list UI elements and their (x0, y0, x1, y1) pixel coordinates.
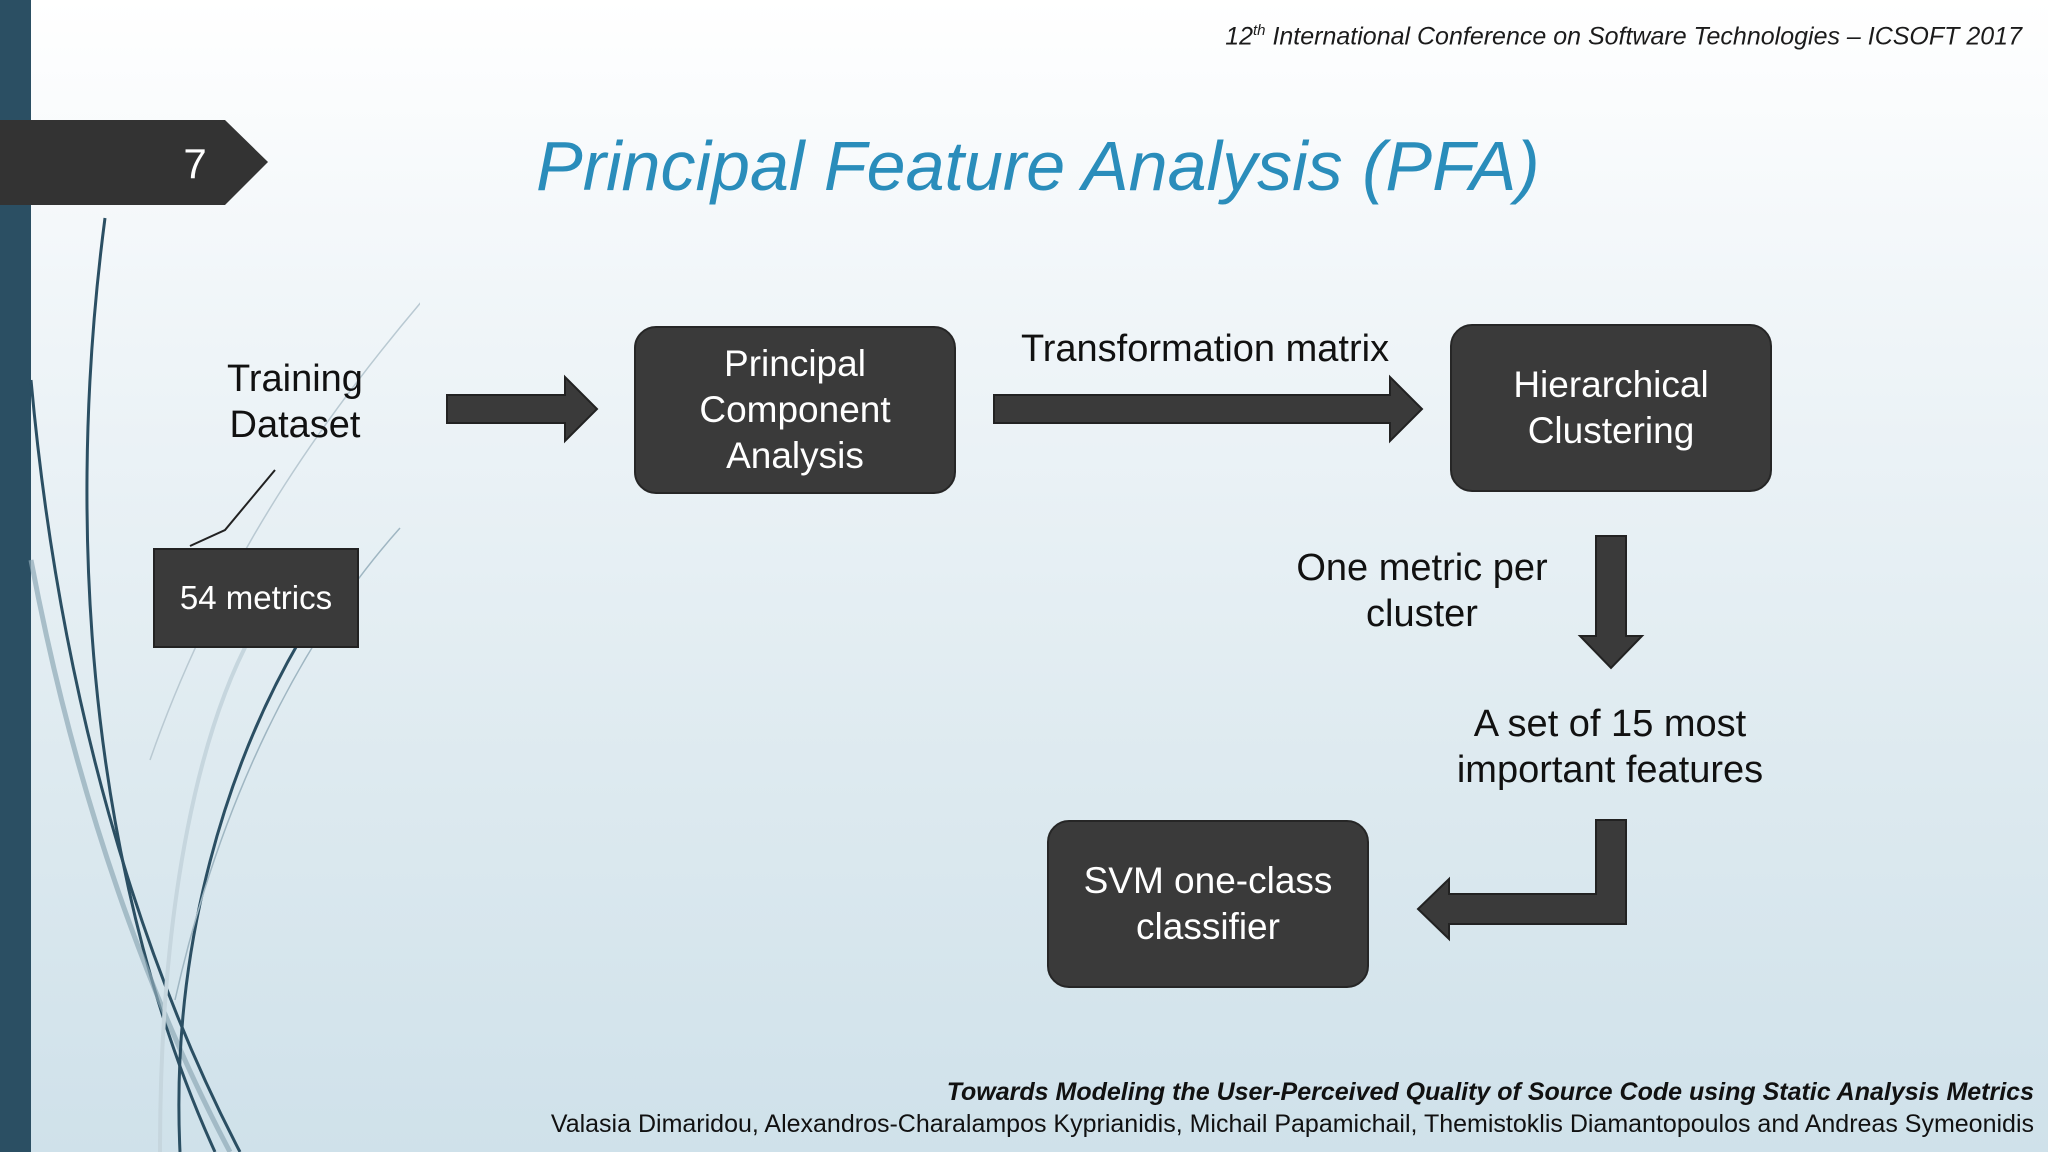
pca-box-label: Principal Component Analysis (699, 343, 891, 476)
paper-title: Towards Modeling the User-Perceived Quality of Source Code using Static Analysis Metrics (946, 1078, 2034, 1106)
hierarchical-clustering-label: Hierarchical Clustering (1513, 364, 1709, 451)
svm-classifier-label: SVM one-class classifier (1083, 860, 1333, 947)
one-metric-per-cluster-label: One metric per cluster (1296, 547, 1548, 635)
conference-ordinal-suffix: th (1253, 22, 1266, 39)
pca-to-clustering-arrow (994, 377, 1422, 441)
svm-classifier-box (1047, 820, 1369, 988)
transformation-matrix-label: Transformation matrix (1020, 328, 1390, 370)
conference-name: International Conference on Software Technologies – ICSOFT 2017 (1265, 22, 2022, 51)
metrics-callout-connector (190, 470, 275, 546)
slide-number: 7 (183, 140, 207, 187)
clustering-down-arrow (1580, 536, 1642, 668)
metrics-callout: 54 metrics (153, 548, 359, 648)
training-dataset-label: Training Dataset (227, 358, 363, 446)
pca-box (634, 326, 956, 494)
features-to-svm-arrow (1418, 820, 1626, 939)
slide-title: Principal Feature Analysis (PFA) (536, 127, 1540, 205)
conference-ordinal: 12 (1225, 22, 1253, 51)
hierarchical-clustering-box (1450, 324, 1772, 492)
training-to-pca-arrow (447, 377, 597, 441)
important-features-label: A set of 15 most important features (1456, 703, 1764, 791)
paper-authors: Valasia Dimaridou, Alexandros-Charalampos Kyprianidis, Michail Papamichail, Themistoklis Diamantopoulos and Andreas Symeonidis (550, 1110, 2034, 1138)
